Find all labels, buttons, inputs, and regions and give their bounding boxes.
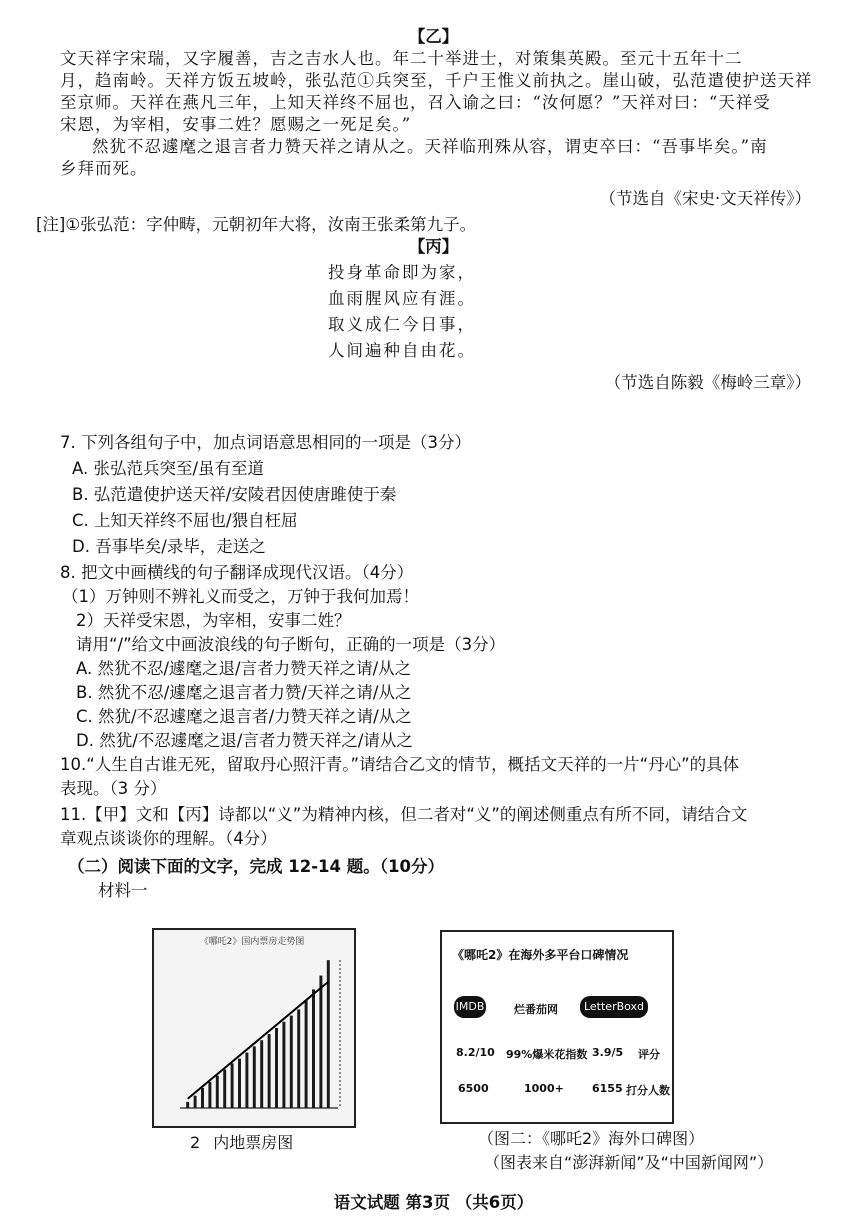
bing-line-1: 投身革命即为家， <box>328 263 476 282</box>
platform-imdb: IMDB <box>454 996 486 1018</box>
q7-option-c: C. 上知天祥终不屈也/猥自枉屈 <box>72 511 298 530</box>
platform-letterboxd: LetterBoxd <box>580 996 648 1018</box>
count-letterboxd: 6155 <box>592 1082 623 1095</box>
q7-option-a: A. 张弘范兵突至/虽有至道 <box>72 459 265 478</box>
yi-line-4: 宋恩，为宰相，安事二姓？愿赐之一死足矣。” <box>60 115 412 134</box>
bing-heading: 【丙】 <box>408 237 459 256</box>
q10-line-2: 表现。（3 分） <box>60 779 167 798</box>
bar-3 <box>201 1088 204 1108</box>
q8-item-2: 2）天祥受宋恩，为宰相，安事二姓？ <box>76 611 351 630</box>
section2-heading: （二）阅读下面的文字，完成 12-14 题。（10分） <box>68 857 444 876</box>
bar-12 <box>268 1034 271 1108</box>
yi-source: （节选自《宋史·文天祥传》） <box>599 189 811 208</box>
yi-heading: 【乙】 <box>408 27 459 46</box>
count-imdb: 6500 <box>458 1082 489 1095</box>
bar-4 <box>208 1082 211 1108</box>
q9-option-b: B. 然犹不忍/遽麾之退言者力赞/天祥之请/从之 <box>76 683 412 702</box>
chart1-caption <box>190 1130 293 1153</box>
box-office-chart-svg <box>152 928 356 1128</box>
bing-source: （节选自陈毅《梅岭三章》） <box>604 373 811 392</box>
bar-6 <box>223 1070 226 1109</box>
platform-rotten-tomatoes: 烂番茄网 <box>514 1003 558 1016</box>
bar-9 <box>245 1053 248 1108</box>
yi-line-5: 然犹不忍遽麾之退言者力赞天祥之请从之。天祥临刑殊从容，谓吏卒曰：“吾事毕矣。”南 <box>92 137 768 156</box>
chart1-caption-text: 内地票房图 <box>213 1133 294 1152</box>
yi-line-1: 文天祥字宋瑞，又字履善，吉之吉水人也。年二十举进士，对策集英殿。至元十五年十二 <box>60 49 743 68</box>
bar-8 <box>238 1059 241 1108</box>
yi-line-2: 月，趋南岭。天祥方饭五坡岭，张弘范①兵突至，千户王惟义前执之。崖山破，弘范遣使护送天祥 <box>60 71 813 90</box>
q7-option-b: B. 弘范遣使护送天祥/安陵君因使唐雎使于秦 <box>72 485 397 504</box>
bar-11 <box>260 1040 263 1108</box>
count-rotten-tomatoes: 1000+ <box>524 1082 564 1095</box>
overseas-chart-title: 《哪吒2》在海外多平台口碑情况 <box>452 948 629 962</box>
bar-18 <box>312 989 315 1108</box>
q8-item-1: （1）万钟则不辨礼义而受之，万钟于我何加焉！ <box>62 587 419 606</box>
yi-line-3: 至京师。天祥在燕凡三年，上知天祥终不屈也，召入谕之曰：“汝何愿？”天祥对曰：“天祥受 <box>60 93 771 112</box>
bar-7 <box>231 1063 234 1108</box>
score-rotten-tomatoes: 99%爆米花指数 <box>506 1048 588 1061</box>
yi-note: [注]①张弘范：字仲畴，元朝初年大将，汝南王张柔第九子。 <box>36 215 477 234</box>
q9-option-a: A. 然犹不忍/遽麾之退/言者力赞天祥之请/从之 <box>76 659 412 678</box>
bar-15 <box>290 1016 293 1108</box>
chart-source-note: （图表来自“澎湃新闻”及“中国新闻网”） <box>484 1153 774 1172</box>
score-row-label: 评分 <box>638 1048 660 1061</box>
bar-13 <box>275 1028 278 1108</box>
page-footer: 语文试题 第3页 （共6页） <box>333 1193 534 1212</box>
q7-option-d: D. 吾事毕矣/录毕，走送之 <box>72 537 266 556</box>
q9-stem: 请用“/”给文中画波浪线的句子断句，正确的一项是（3分） <box>76 635 506 654</box>
bar-16 <box>297 1009 300 1108</box>
q7-stem: 7. 下列各组句子中，加点词语意思相同的一项是（3分） <box>60 433 471 452</box>
bar-17 <box>305 1000 308 1108</box>
score-letterboxd: 3.9/5 <box>592 1046 624 1059</box>
bar-1 <box>186 1102 189 1108</box>
q8-stem: 8. 把文中画横线的句子翻译成现代汉语。（4分） <box>60 563 414 582</box>
overseas-ratings-chart <box>440 930 674 1124</box>
bar-14 <box>282 1022 285 1108</box>
q10-line-1: 10.“人生自古谁无死，留取丹心照汗青。”请结合乙文的情节，概括文天祥的一片“丹心”的具体 <box>60 755 740 774</box>
bing-line-3: 取义成仁今日事， <box>328 315 476 334</box>
material-label: 材料一 <box>98 881 148 900</box>
q11-line-1: 11.【甲】文和【丙】诗都以“义”为精神内核，但二者对“义”的阐述侧重点有所不同，请结合文 <box>60 805 748 824</box>
box-office-chart-title: 《哪吒2》国内票房走势图 <box>199 937 305 947</box>
bing-line-4: 人间遍种自由花。 <box>328 341 476 360</box>
chart1-caption-prefix: 2 <box>190 1133 201 1152</box>
bar-2 <box>194 1096 197 1108</box>
count-row-label: 打分人数 <box>626 1084 670 1097</box>
bar-5 <box>216 1076 219 1108</box>
q9-option-d: D. 然犹/不忍遽麾之退/言者力赞天祥之/请从之 <box>76 731 413 750</box>
yi-line-6: 乡拜而死。 <box>60 159 148 178</box>
chart2-caption: （图二：《哪吒2》海外口碑图） <box>478 1129 705 1148</box>
q11-line-2: 章观点谈谈你的理解。（4分） <box>60 829 277 848</box>
bar-10 <box>253 1046 256 1108</box>
q9-option-c: C. 然犹/不忍遽麾之退言者/力赞天祥之请/从之 <box>76 707 412 726</box>
bar-19 <box>319 976 322 1108</box>
box-office-chart <box>152 928 356 1128</box>
score-imdb: 8.2/10 <box>456 1046 495 1059</box>
bing-line-2: 血雨腥风应有涯。 <box>328 289 476 308</box>
